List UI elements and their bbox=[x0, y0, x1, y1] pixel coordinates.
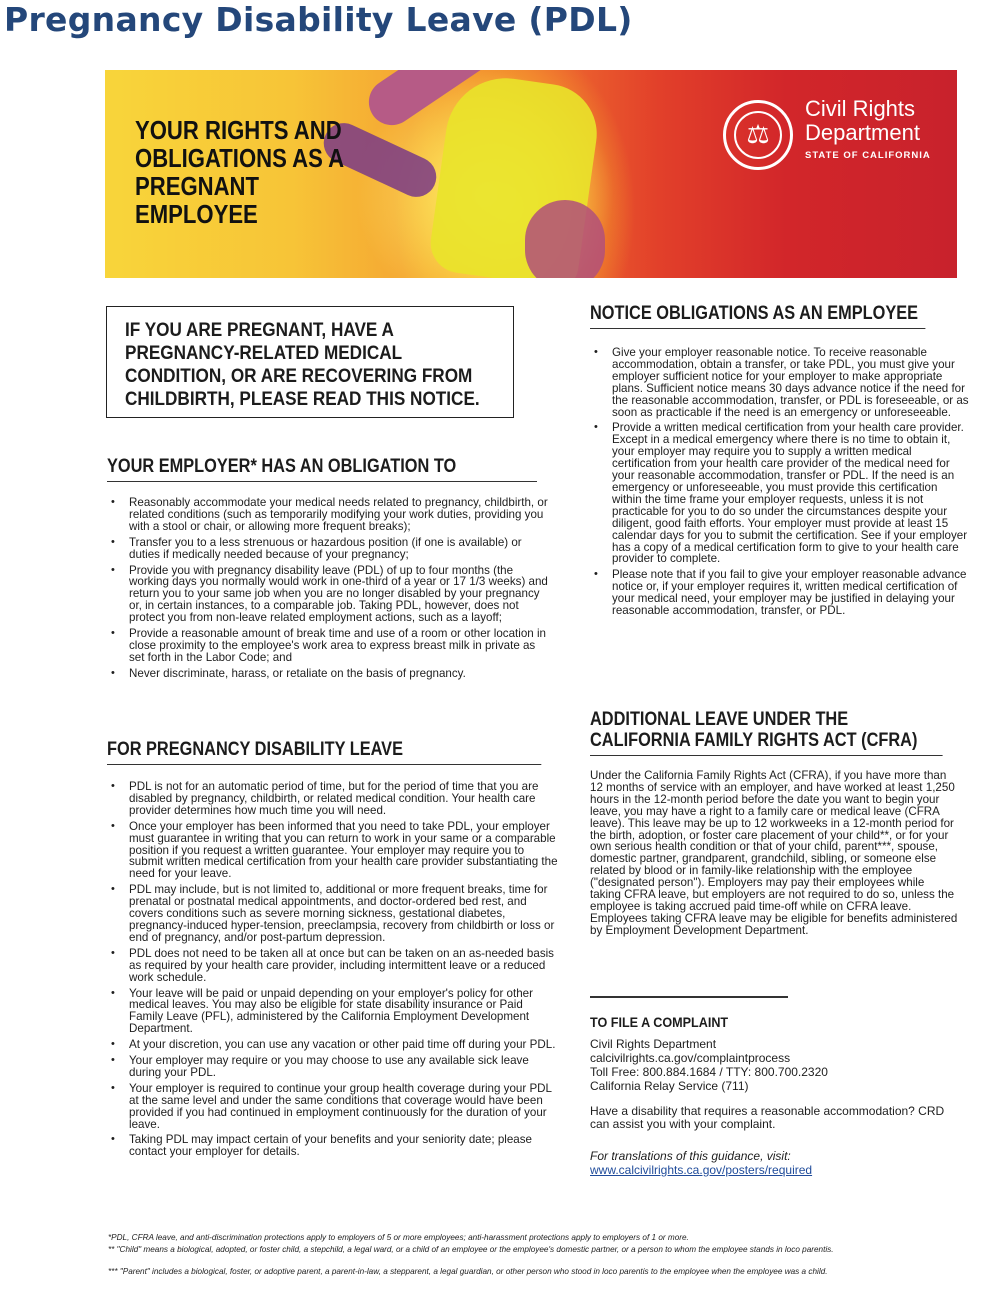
scales-icon: ⚖ bbox=[734, 111, 782, 159]
list-item: • Once your employer has been informed that you need to take PDL, your employer must guarantee in writing that you can return to work in your same or a comparable position if you request a written guarantee. Your employer may require you to submit written medical certification from your health care provider substantiating the need for your leave. bbox=[129, 821, 559, 881]
list-item: • Your leave will be paid or unpaid depending on your employer's policy for other medical leaves. You may also be eligible for state disability insurance or Paid Family Leave (PFL), administered by the California Employment Development Department. bbox=[129, 988, 559, 1036]
org-subtitle: STATE OF CALIFORNIA bbox=[805, 150, 931, 161]
list-item: • Reasonably accommodate your medical needs related to pregnancy, childbirth, or related conditions (such as temporarily modifying your work duties, providing you with a stool or chair, or allowing more frequent breaks); bbox=[129, 497, 553, 533]
list-item: • At your discretion, you can use any vacation or other paid time off during your PDL. bbox=[129, 1039, 559, 1051]
list-item: • Transfer you to a less strenuous or hazardous position (if one is available) or duties if medically needed because of your pregnancy; bbox=[129, 537, 553, 561]
cfra-body: Under the California Family Rights Act (CFRA), if you have more than 12 months of service with an employer, and have worked at least 1,250 hours in the 12-month period before the date you want to begin your leave, you may have a right to a family care or medical leave (CFRA leave). This leave may be up to 12 workweeks in a 12-month period for the birth, adoption, or foster care placement of your child**, or for your own serious health condition or that of your child, parent***, spouse, domestic partner, grandparent, grandchild, sibling, or someone else related by blood or in family-like relationship with the employee ("designated person"). Employers may pay their employees while taking CFRA leave, but employers are not required to do so, unless the employee is taking accrued paid time-off while on CFRA leave. Employees taking CFRA leave may be eligible for benefits administered by Employment Development Department. bbox=[590, 769, 958, 937]
complaint-heading: TO FILE A COMPLAINT bbox=[590, 1014, 729, 1030]
notice-obligations-list bbox=[592, 347, 969, 621]
notice-text: IF YOU ARE PREGNANT, HAVE A PREGNANCY-RELATED MEDICAL CONDITION, OR ARE RECOVERING FROM CHILDBIRTH, PLEASE READ THIS NOTICE. bbox=[125, 319, 480, 410]
pdl-list bbox=[109, 781, 559, 1162]
complaint-url: calcivilrights.ca.gov/complaintprocess bbox=[590, 1051, 791, 1065]
list-item: • Provide a reasonable amount of break time and use of a room or other location in close proximity to the employee's work area to express breast milk in private as set forth in the Labor Code; and bbox=[129, 628, 553, 664]
footnote-employers: *PDL, CFRA leave, and anti-discrimination protections apply to employers of 5 or more employees; anti-harassment protections apply to employers of 1 or more. bbox=[108, 1233, 689, 1242]
employer-obligation-list bbox=[109, 497, 553, 684]
figure-hip bbox=[525, 200, 605, 278]
list-item: • Your employer is required to continue your group health coverage during your PDL at the same level and under the same conditions that coverage would have been provided if you had continued in employment continuously for the duration of your leave. bbox=[129, 1083, 559, 1131]
list-item: • Taking PDL may impact certain of your benefits and your seniority date; please contact your employer for details. bbox=[129, 1134, 559, 1158]
translations-link[interactable]: www.calcivilrights.ca.gov/posters/required bbox=[590, 1163, 813, 1177]
list-item: • Never discriminate, harass, or retaliate on the basis of pregnancy. bbox=[129, 668, 553, 680]
banner-image bbox=[105, 70, 957, 278]
org-name: Civil Rights Department bbox=[805, 96, 920, 145]
cfra-heading: ADDITIONAL LEAVE UNDER THE CALIFORNIA FAMILY RIGHTS ACT (CFRA) bbox=[590, 709, 943, 756]
complaint-phone: Toll Free: 800.884.1684 / TTY: 800.700.2320 bbox=[590, 1065, 828, 1079]
banner-headline: YOUR RIGHTS AND OBLIGATIONS AS A PREGNANT EMPLOYEE bbox=[135, 115, 344, 229]
complaint-org: Civil Rights Department bbox=[590, 1037, 717, 1051]
employer-obligation-heading: YOUR EMPLOYER* HAS AN OBLIGATION TO bbox=[107, 456, 537, 482]
complaint-relay: California Relay Service (711) bbox=[590, 1079, 749, 1093]
pdl-heading: FOR PREGNANCY DISABILITY LEAVE bbox=[107, 739, 541, 765]
footnote-parent: *** "Parent" includes a biological, foster, or adoptive parent, a parent-in-law, a stepparent, a legal guardian, or other person who stood in loco parentis to the employee when the employee was a child. bbox=[108, 1267, 828, 1276]
notice-obligations-heading: NOTICE OBLIGATIONS AS AN EMPLOYEE bbox=[590, 303, 925, 329]
list-item: • Your employer may require or you may choose to use any available sick leave during your PDL. bbox=[129, 1055, 559, 1079]
translations-label: For translations of this guidance, visit: bbox=[590, 1149, 791, 1163]
list-item: • PDL does not need to be taken all at once but can be taken on an as-needed basis as required by your health care provider, including intermittent leave or a reduced work schedule. bbox=[129, 948, 559, 984]
list-item: • PDL may include, but is not limited to, additional or more frequent breaks, time for prenatal or postnatal medical appointments, and doctor-ordered bed rest, and covers conditions such as severe morning sickness, gestational diabetes, pregnancy-induced hyper-tension, preeclampsia, recovery from childbirth or loss or end of pregnancy, and/or post-partum depression. bbox=[129, 884, 559, 944]
list-item: • Provide a written medical certification from your health care provider. Except in a medical emergency where there is no time to obtain it, your employer may require you to supply a written medical certification from your health care provider of the medical need for your reasonable accommodation, transfer or PDL. If the need is an emergency or unforeseeable, you must provide this certification within the time frame your employer requests, unless it is not practicable for you to do so under the circumstances despite your diligent, good faith efforts. Your employer must provide at least 15 calendar days for you to submit the certification. See if your employer has a copy of a medical certification form to give to your health care provider to complete. bbox=[612, 422, 969, 565]
disability-note: Have a disability that requires a reasonable accommodation? CRD can assist you with your complaint. bbox=[590, 1104, 945, 1131]
footnote-child: ** "Child" means a biological, adopted, or foster child, a stepchild, a legal ward, or a child of an employee or the employee's domestic partner, or a person to whom the employee stands in loco parentis. bbox=[108, 1245, 834, 1254]
list-item: • Give your employer reasonable notice. To receive reasonable accommodation, obtain a transfer, or take PDL, you must give your employer sufficient notice for your employer to make appropriate plans. Sufficient notice means 30 days advance notice if the need for the reasonable accommodation, transfer, or PDL is foreseeable, or as soon as practicable if the need is an emergency or unforeseeable. bbox=[612, 347, 969, 418]
list-item: • PDL is not for an automatic period of time, but for the period of time that you are disabled by pregnancy, childbirth, or related medical condition. Your health care provider determines how much time you will need. bbox=[129, 781, 559, 817]
notice-box bbox=[106, 306, 514, 418]
page-title: Pregnancy Disability Leave (PDL) bbox=[4, 0, 633, 39]
list-item: • Please note that if you fail to give your employer reasonable advance notice or, if your employer requires it, written medical certification of your medical need, your employer may be justified in delaying your reasonable accommodation, transfer, or PDL. bbox=[612, 569, 969, 617]
department-seal-icon bbox=[723, 100, 793, 170]
complaint-divider bbox=[590, 996, 788, 998]
list-item: • Provide you with pregnancy disability leave (PDL) of up to four months (the working days you normally would work in one-third of a year or 17 1/3 weeks) and return you to your same job when you are no longer disabled by your pregnancy or, in certain instances, to a comparable job. Taking PDL, however, does not protect you from non-leave related employment actions, such as a layoff; bbox=[129, 565, 553, 625]
